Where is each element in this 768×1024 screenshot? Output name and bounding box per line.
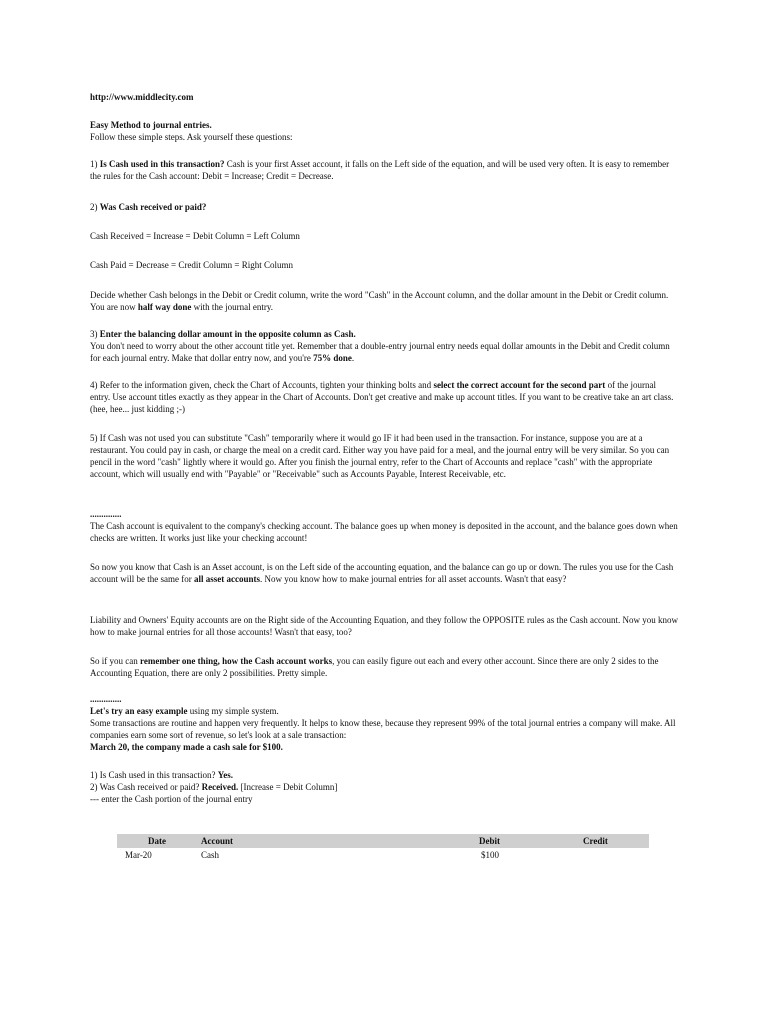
header-debit: Debit — [479, 836, 500, 846]
step-1: 1) Is Cash used in this transaction? Cash is your first Asset account, it falls on the Left side of the equation, and will be used very often. It is easy to remember the rules for the Cash account: Debit = Increase; Credit = Decrease. — [90, 159, 670, 181]
table-row — [117, 848, 649, 862]
header-date: Date — [148, 836, 166, 846]
cash-received-rule: Cash Received = Increase = Debit Column = Left Column — [90, 231, 300, 241]
intro — [90, 119, 678, 143]
asset-paragraph: So now you know that Cash is an Asset account, is on the Left side of the accounting equation, and the balance can go up or down. The rules you use for the Cash account will be the same for all asset accounts. Now you know how to make journal entries for all asset accounts. Wasn't that easy? — [90, 562, 674, 584]
cash-account-paragraph: The Cash account is equivalent to the company's checking account. The balance goes up when money is deposited in the account, and the balance goes down when checks are written. It works just like your checking account! — [90, 521, 678, 543]
step-2: 2) Was Cash received or paid? — [90, 202, 207, 212]
example-paragraph: Let's try an easy example using my simple system. Some transactions are routine and happen very frequently. It helps to know these, because they represent 99% of the total journal entries a company will make. All companies earn some sort of revenue, so let's look at a sale transaction: March 20, the company made a cash sale for $100. — [90, 706, 676, 752]
example-answers: 1) Is Cash used in this transaction? Yes. 2) Was Cash received or paid? Received. [Increase = Debit Column] --- enter the Cash portion of the journal entry — [90, 770, 338, 804]
table-header-row — [117, 834, 649, 848]
step-5: 5) If Cash was not used you can substitute "Cash" temporarily where it would go IF it had been used in the transaction. For instance, suppose you are at a restaurant. You could pay in cash, or charge the meal on a credit card. Either way you have paid for a meal, and the journal entry will be very similar. So you can pencil in the word "cash" lightly where it would go. After you finish the journal entry, refer to the Chart of Accounts and replace "cash" with the appropriate account, which will usually end with "Payable" or "Receivable" such as Accounts Payable, Interest Receivable, etc. — [90, 433, 670, 479]
step-4: 4) Refer to the information given, check the Chart of Accounts, tighten your thinking bolts and select the correct account for the second part of the journal entry. Use account titles exactly as they appear in the Chart of Accounts. Don't get creative and make up account titles. If you want to be creative take an art class. (hee, hee... just kidding ;-) — [90, 380, 674, 414]
header-account: Account — [201, 836, 233, 846]
journal-entry-table — [117, 834, 649, 862]
separator-1: .............. — [90, 509, 122, 519]
source-url: http://www.middlecity.com — [90, 92, 194, 102]
example-transaction: March 20, the company made a cash sale for $100. — [90, 742, 283, 752]
remember-paragraph: So if you can remember one thing, how the Cash account works, you can easily figure out each and every other account. Since there are only 2 sides to the Accounting Equation, there are only 2 possibilities. Pretty simple. — [90, 656, 659, 678]
separator-2: .............. — [90, 694, 122, 704]
header-credit: Credit — [583, 836, 608, 846]
step-3: 3) Enter the balancing dollar amount in the opposite column as Cash. You don't need to worry about the other account title yet. Remember that a double-entry journal entry needs equal dollar amounts in the Debit and Credit column for each journal entry. Make that dollar entry now, and you're 75% done. — [90, 329, 670, 363]
decide-paragraph: Decide whether Cash belongs in the Debit or Credit column, write the word "Cash" in the Account column, and the dollar amount in the Debit or Credit column. You are now half way done with the journal entry. — [90, 290, 669, 312]
cash-paid-rule: Cash Paid = Decrease = Credit Column = Right Column — [90, 260, 293, 270]
cell-debit: $100 — [481, 850, 499, 860]
cell-account: Cash — [201, 850, 219, 860]
liability-paragraph: Liability and Owners' Equity accounts are on the Right side of the Accounting Equation, and they follow the OPPOSITE rules as the Cash account. Now you know how to make journal entries for all those accounts! Wasn't that easy, too? — [90, 615, 679, 637]
cell-date: Mar-20 — [125, 850, 152, 860]
intro-subtitle: Follow these simple steps. Ask yourself these questions: — [90, 132, 293, 142]
intro-title: Easy Method to journal entries. — [90, 120, 212, 130]
